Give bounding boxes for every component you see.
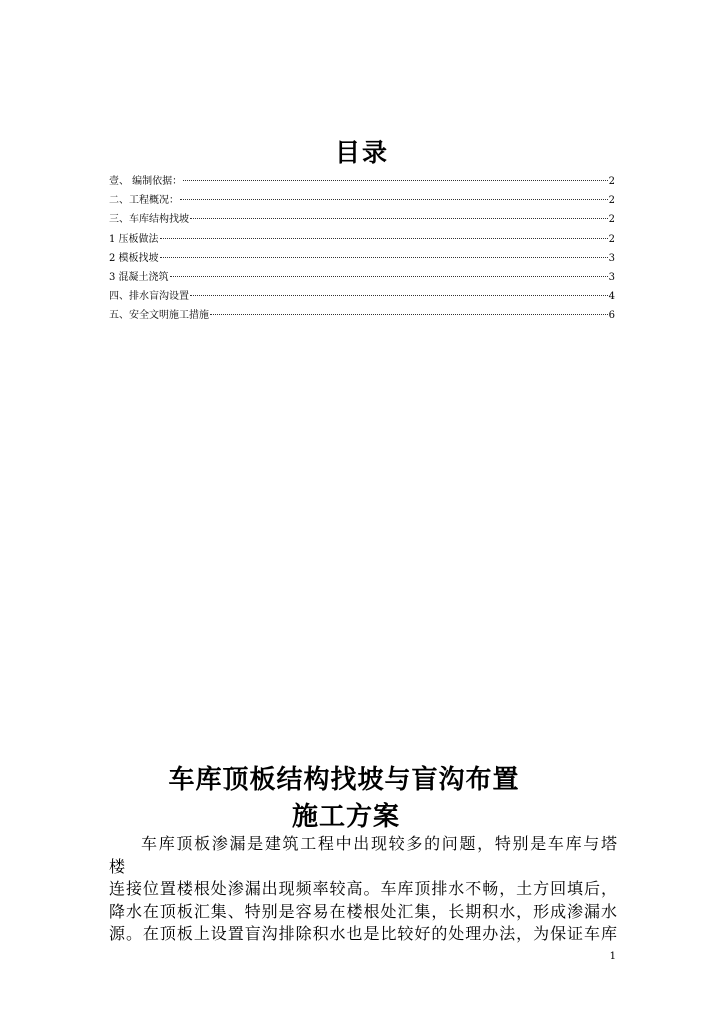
toc-entry[interactable]	[109, 210, 615, 229]
toc-entry[interactable]	[109, 268, 615, 287]
document-title: 车库顶板结构找坡与盲沟布置	[168, 765, 520, 795]
toc-title: 目录	[334, 138, 389, 167]
toc-entry-page: 3	[608, 271, 615, 283]
toc-entry[interactable]	[109, 230, 615, 249]
toc-entry[interactable]	[109, 306, 615, 325]
toc-dot-leader	[183, 180, 607, 181]
toc-entry[interactable]	[109, 249, 615, 268]
toc-dot-leader	[180, 199, 608, 200]
body-line: 楼	[109, 856, 126, 876]
page-number: 1	[609, 951, 616, 962]
toc-entry-page: 6	[608, 310, 615, 322]
toc-entry-page: 3	[608, 252, 615, 264]
body-paragraph	[109, 833, 617, 946]
table-of-contents	[109, 172, 615, 326]
toc-dot-leader	[210, 314, 608, 315]
toc-entry-label: 三、车库结构找坡	[109, 214, 189, 226]
toc-dot-leader	[190, 218, 608, 219]
toc-dot-leader	[160, 238, 608, 239]
toc-entry-label: 3 混凝土浇筑	[109, 271, 169, 283]
toc-dot-leader	[190, 295, 608, 296]
body-line: 连接位置楼根处渗漏出现频率较高。车库顶排水不畅，土方回填后，	[109, 879, 617, 898]
toc-dot-leader	[170, 276, 608, 277]
document-subtitle: 施工方案	[291, 802, 400, 832]
toc-entry-page: 2	[608, 214, 615, 226]
toc-entry-label: 2 模板找坡	[109, 252, 159, 264]
toc-dot-leader	[160, 257, 608, 258]
body-line: 降水在顶板汇集、特别是容易在楼根处汇集，长期积水，形成渗漏水	[109, 901, 617, 921]
toc-entry-page: 2	[608, 195, 615, 207]
toc-entry[interactable]	[109, 287, 615, 306]
toc-entry[interactable]	[109, 172, 615, 191]
toc-entry[interactable]	[109, 191, 615, 210]
body-line: 车库顶板渗漏是建筑工程中出现较多的问题，特别是车库与塔	[141, 834, 617, 853]
body-line: 源。在顶板上设置盲沟排除积水也是比较好的处理办法，为保证车库	[109, 924, 617, 943]
toc-entry-page: 2	[608, 233, 615, 245]
toc-entry-label: 壹、 编制依据：	[109, 176, 183, 187]
toc-entry-label: 四、排水盲沟设置	[109, 291, 189, 303]
toc-entry-page: 4	[608, 291, 615, 303]
toc-entry-label: 1 压板做法	[109, 233, 159, 245]
toc-entry-label: 二、工程概况：	[109, 195, 179, 207]
toc-entry-label: 五、安全文明施工措施	[109, 310, 209, 322]
toc-entry-page: 2	[608, 176, 615, 187]
